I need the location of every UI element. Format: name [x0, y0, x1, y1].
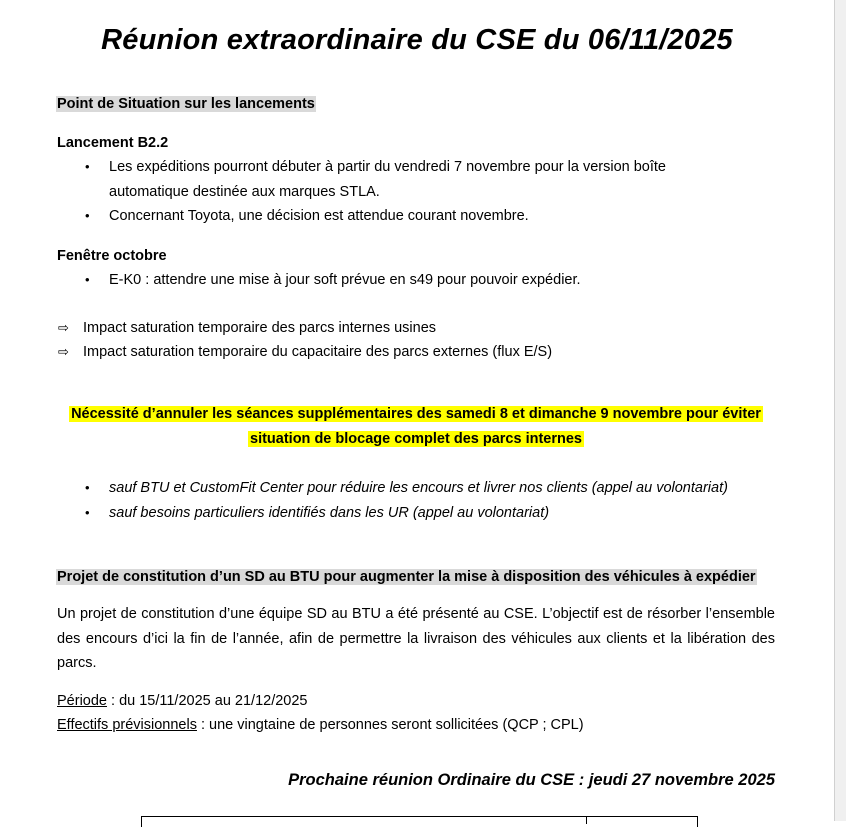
bullet-icon: •	[85, 159, 90, 174]
page-title: Réunion extraordinaire du CSE du 06/11/2025	[101, 24, 733, 56]
bullet-text-ek0: E-K0 : attendre une mise à jour soft prévue en s49 pour pouvoir expédier.	[109, 272, 581, 288]
subheading-lancement-b22: Lancement B2.2	[57, 135, 169, 151]
section-heading-launches: Point de Situation sur les lancements	[57, 96, 315, 112]
highlight-line2: situation de blocage complet des parcs internes	[250, 431, 582, 447]
table-top-edge	[141, 816, 698, 827]
bullet-icon: •	[85, 505, 90, 520]
page-edge-line	[834, 0, 835, 821]
highlight-line1: Nécessité d’annuler les séances supplémentaires des samedi 8 et dimanche 9 novembre pour éviter	[71, 406, 761, 422]
next-meeting: Prochaine réunion Ordinaire du CSE : jeudi 27 novembre 2025	[288, 771, 775, 789]
bullet-icon: •	[85, 272, 90, 287]
periode-line	[57, 689, 307, 713]
periode-value: : du 15/11/2025 au 21/12/2025	[106, 693, 308, 709]
effectifs-label: Effectifs prévisionnels	[57, 717, 197, 733]
bullet-icon: •	[85, 480, 90, 495]
exception-ur: sauf besoins particuliers identifiés dans les UR (appel au volontariat)	[109, 505, 550, 521]
sd-project-paragraph: Un projet de constitution d’une équipe SD au BTU a été présenté au CSE. L’objectif est de résorber l’ensemble des encours d’ici la fin de l’année, afin de permettre la livraison des véhicules aux clients et la libération des parcs.	[57, 606, 775, 671]
impact-external-parks: Impact saturation temporaire du capacitaire des parcs externes (flux E/S)	[83, 344, 553, 360]
table-column-divider	[586, 816, 587, 824]
section-heading-sd-project: Projet de constitution d’un SD au BTU pour augmenter la mise à disposition des véhicules à expédier	[57, 569, 756, 585]
periode-label: Période	[57, 693, 107, 709]
arrow-right-icon: ⇨	[58, 320, 69, 335]
arrow-right-icon: ⇨	[58, 344, 69, 359]
bullet-icon: •	[85, 208, 90, 223]
bullet-text-shipments-line2: automatique destinée aux marques STLA.	[109, 184, 380, 200]
impact-internal-parks: Impact saturation temporaire des parcs internes usines	[83, 320, 437, 336]
bullet-text-toyota: Concernant Toyota, une décision est attendue courant novembre.	[109, 208, 529, 224]
subheading-fenetre-octobre: Fenêtre octobre	[57, 248, 167, 264]
bullet-text-shipments-line1: Les expéditions pourront débuter à partir du vendredi 7 novembre pour la version boîte	[109, 159, 666, 175]
effectifs-value: : une vingtaine de personnes seront sollicitées (QCP ; CPL)	[196, 717, 584, 733]
effectifs-line	[57, 713, 584, 737]
exception-btu: sauf BTU et CustomFit Center pour réduire les encours et livrer nos clients (appel au volontariat)	[109, 480, 728, 496]
page-margin-edge	[834, 0, 846, 821]
